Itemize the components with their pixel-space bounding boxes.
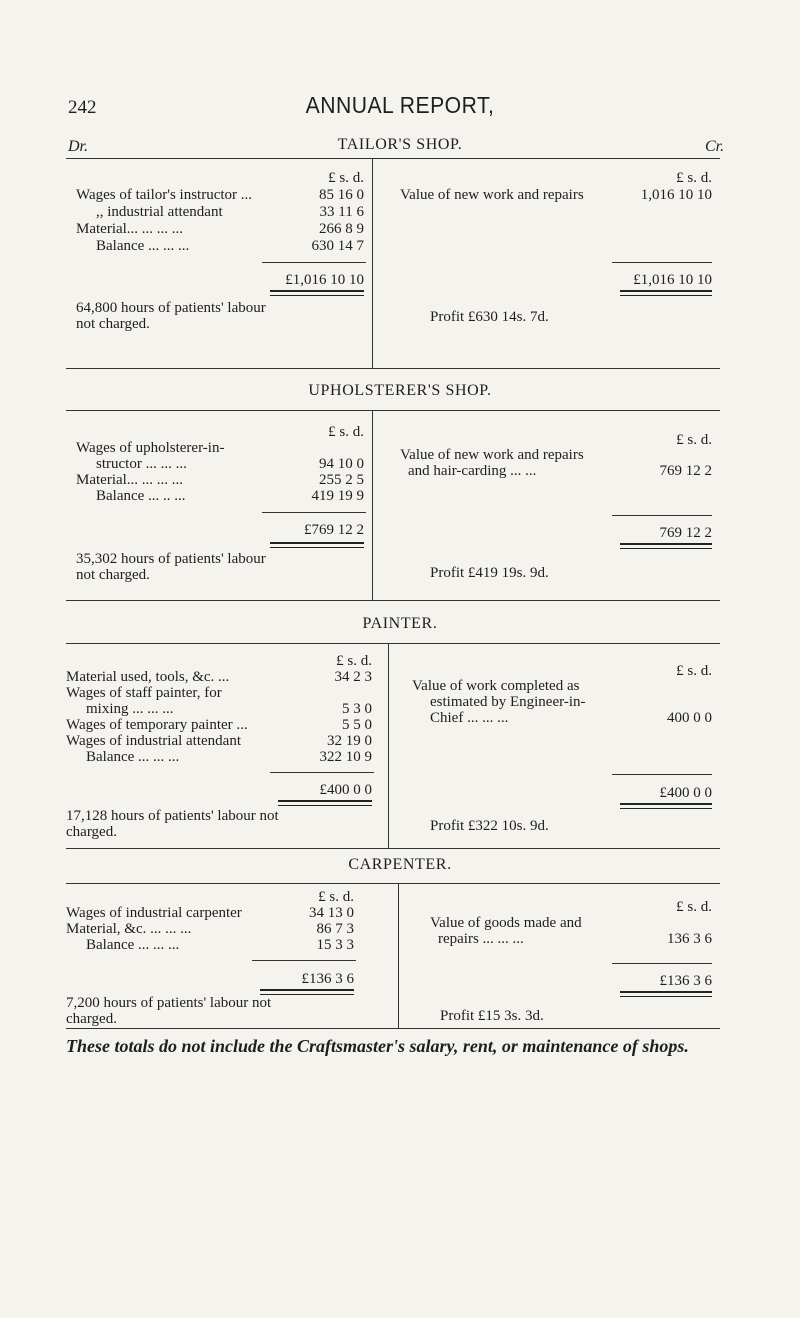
debit-amount: 34 2 3 (334, 669, 372, 685)
footer-note: These totals do not include the Craftsmaster's salary, rent, or maintenance of shops. (66, 1036, 689, 1056)
credit-label: estimated by Engineer-in- (430, 694, 586, 710)
debit-amount: 15 3 3 (316, 937, 354, 953)
debit-label: Wages of staff painter, for (66, 685, 222, 701)
credit-label: repairs ... ... ... (438, 931, 524, 947)
labour-note: 7,200 hours of patients' labour not charged. (66, 995, 272, 1027)
total-double-rule (620, 543, 712, 549)
debit-label: ,, industrial attendant (96, 204, 223, 220)
debit-total: £769 12 2 (304, 522, 364, 538)
debit-total: £136 3 6 (301, 971, 354, 987)
top-rule (66, 158, 720, 159)
debit-label: Material... ... ... ... (76, 221, 184, 237)
profit-note: Profit £630 14s. 7d. (430, 309, 549, 325)
credit-amount: 1,016 10 10 (640, 187, 712, 203)
credit-label: Chief ... ... ... (430, 710, 509, 726)
credit-label: Value of new work and repairs (400, 447, 584, 463)
labour-note: 64,800 hours of patients' labour not charged. (76, 300, 266, 332)
debit-amount: 32 19 0 (327, 733, 372, 749)
total-double-rule (620, 290, 712, 296)
bottom-rule (66, 1028, 720, 1029)
debit-total: £1,016 10 10 (285, 272, 364, 288)
debit-label: Material... ... ... ... (76, 472, 184, 488)
debit-label: mixing ... ... ... (86, 701, 174, 717)
sum-rule (612, 963, 712, 964)
profit-note: Profit £15 3s. 3d. (440, 1008, 544, 1024)
sum-rule (612, 515, 712, 516)
profit-note: Profit £419 19s. 9d. (430, 565, 549, 581)
debit-label: Balance ... ... ... (86, 937, 180, 953)
sum-rule (262, 512, 366, 513)
section-title-tailor: TAILOR'S SHOP. (337, 136, 463, 153)
page-number: 242 (68, 97, 97, 118)
credit-label: Value of new work and repairs (400, 187, 584, 203)
debit-label: Balance ... ... ... (86, 749, 180, 765)
debit-label: Material used, tools, &c. ... (66, 669, 230, 685)
total-double-rule (620, 991, 712, 997)
debit-amount: 85 16 0 (319, 187, 364, 203)
debit-amount: 94 10 0 (319, 456, 364, 472)
debit-amount: 322 10 9 (319, 749, 372, 765)
total-double-rule (278, 800, 372, 806)
credit-total: £400 0 0 (659, 785, 712, 801)
debit-amount: 33 11 6 (319, 204, 364, 220)
debit-total: £400 0 0 (319, 782, 372, 798)
section-title-upholsterer: UPHOLSTERER'S SHOP. (308, 382, 492, 399)
credit-total: £136 3 6 (659, 973, 712, 989)
credit-total: 769 12 2 (659, 525, 712, 541)
column-divider (388, 643, 389, 848)
credit-label: Value of work completed as (412, 678, 580, 694)
debit-amount: 255 2 5 (319, 472, 364, 488)
sum-rule (270, 772, 374, 773)
debit-label: structor ... ... ... (96, 456, 187, 472)
running-head: ANNUAL REPORT, (305, 92, 495, 118)
profit-note: Profit £322 10s. 9d. (430, 818, 549, 834)
top-rule (66, 883, 720, 884)
total-double-rule (270, 290, 364, 296)
credit-label: and hair-carding ... ... (408, 463, 537, 479)
money-header: £ s. d. (328, 424, 364, 440)
bottom-rule (66, 848, 720, 849)
bottom-rule (66, 600, 720, 601)
money-header: £ s. d. (318, 889, 354, 905)
debit-amount: 419 19 9 (311, 488, 364, 504)
credit-total: £1,016 10 10 (633, 272, 712, 288)
bottom-rule (66, 368, 720, 369)
column-divider (372, 410, 373, 600)
debit-amount: 5 3 0 (342, 701, 372, 717)
sum-rule (612, 774, 712, 775)
debit-marker: Dr. (68, 138, 89, 155)
money-header: £ s. d. (676, 899, 712, 915)
money-header: £ s. d. (676, 432, 712, 448)
debit-amount: 5 5 0 (342, 717, 372, 733)
debit-amount: 630 14 7 (311, 238, 364, 254)
money-header: £ s. d. (328, 170, 364, 186)
column-divider (398, 883, 399, 1028)
money-header: £ s. d. (676, 170, 712, 186)
sum-rule (612, 262, 712, 263)
section-title-painter: PAINTER. (362, 615, 438, 632)
sum-rule (252, 960, 356, 961)
top-rule (66, 643, 720, 644)
labour-note: 35,302 hours of patients' labour not charged. (76, 551, 266, 583)
debit-label: Material, &c. ... ... ... (66, 921, 192, 937)
debit-label: Wages of temporary painter ... (66, 717, 248, 733)
money-header: £ s. d. (336, 653, 372, 669)
total-double-rule (620, 803, 712, 809)
debit-label: Wages of industrial carpenter (66, 905, 242, 921)
credit-amount: 136 3 6 (667, 931, 712, 947)
debit-amount: 266 8 9 (319, 221, 364, 237)
debit-amount: 86 7 3 (316, 921, 354, 937)
debit-label: Wages of upholsterer-in- (76, 440, 225, 456)
debit-label: Balance ... .. ... (96, 488, 186, 504)
debit-amount: 34 13 0 (309, 905, 354, 921)
credit-label: Value of goods made and (430, 915, 582, 931)
credit-amount: 769 12 2 (659, 463, 712, 479)
credit-amount: 400 0 0 (667, 710, 712, 726)
sum-rule (262, 262, 366, 263)
labour-note: 17,128 hours of patients' labour not charged. (66, 808, 279, 840)
top-rule (66, 410, 720, 411)
money-header: £ s. d. (676, 663, 712, 679)
credit-marker: Cr. (705, 138, 725, 155)
total-double-rule (270, 542, 364, 548)
debit-label: Balance ... ... ... (96, 238, 190, 254)
debit-label: Wages of tailor's instructor ... (76, 187, 253, 203)
section-title-carpenter: CARPENTER. (348, 856, 452, 873)
debit-label: Wages of industrial attendant (66, 733, 241, 749)
column-divider (372, 158, 373, 368)
